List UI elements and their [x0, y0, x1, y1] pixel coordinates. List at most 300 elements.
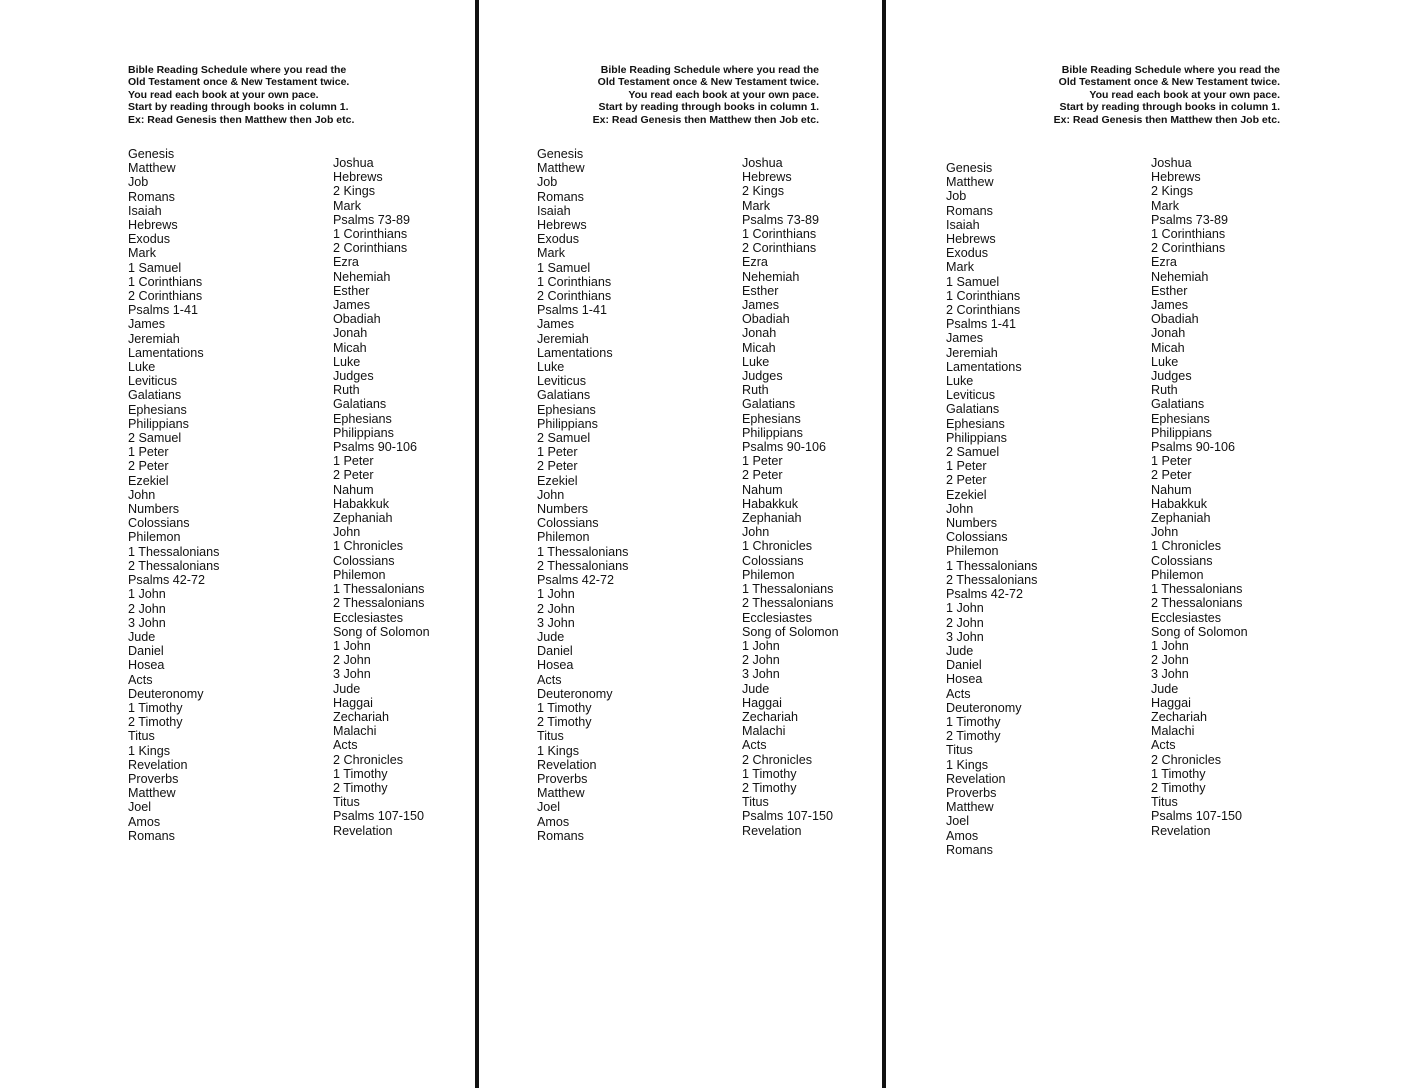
book-entry: 2 Timothy — [946, 729, 1001, 744]
book-entry: Jonah — [333, 326, 368, 341]
book-entry: James — [333, 298, 371, 313]
book-entry: 1 Corinthians — [742, 227, 817, 242]
book-entry: Philippians — [1151, 425, 1212, 440]
book-entry: Daniel — [128, 644, 164, 659]
book-entry: 2 Peter — [128, 459, 169, 474]
book-entry: Zechariah — [1151, 709, 1208, 724]
book-entry: Isaiah — [537, 203, 571, 218]
book-entry: 1 John — [742, 638, 780, 653]
book-entry: 2 Kings — [742, 184, 785, 199]
book-entry: Revelation — [1151, 823, 1211, 838]
book-entry: Galatians — [1151, 397, 1205, 412]
book-entry: Habakkuk — [1151, 496, 1208, 511]
book-entry: 2 John — [1151, 653, 1189, 668]
book-entry: Philemon — [946, 544, 999, 559]
book-entry: Psalms 42-72 — [128, 573, 205, 588]
book-entry: Jude — [537, 629, 565, 644]
book-entry: 1 Thessalonians — [537, 544, 629, 559]
book-entry: Habakkuk — [333, 496, 390, 511]
book-entry: Esther — [1151, 283, 1188, 298]
book-entry: Song of Solomon — [333, 624, 430, 639]
book-entry: Psalms 42-72 — [946, 587, 1023, 602]
book-entry: Ezekiel — [128, 473, 169, 488]
book-entry: Exodus — [946, 246, 989, 261]
book-entry: 1 John — [128, 587, 166, 602]
book-entry: Luke — [128, 360, 156, 375]
book-entry: James — [128, 317, 166, 332]
book-entry: Colossians — [946, 530, 1008, 545]
book-entry: Joshua — [333, 156, 374, 170]
book-entry: Lamentations — [537, 345, 613, 360]
book-entry: Philippians — [537, 416, 598, 431]
book-entry: Hebrews — [333, 170, 383, 185]
book-entry: 1 Corinthians — [333, 227, 408, 242]
book-entry: Haggai — [333, 695, 373, 710]
book-entry: Mark — [742, 198, 770, 213]
book-entry: Ephesians — [333, 411, 392, 426]
heading-line: Ex: Read Genesis then Matthew then Job etc. — [128, 113, 355, 126]
schedule-heading — [587, 64, 819, 126]
book-entry: Hosea — [537, 658, 574, 673]
book-entry: Job — [537, 175, 558, 190]
book-entry: 1 Thessalonians — [1151, 582, 1243, 597]
book-entry: Psalms 107-150 — [742, 809, 834, 824]
book-entry: Hebrews — [946, 232, 996, 247]
book-entry: John — [1151, 525, 1179, 540]
book-entry: 1 Peter — [333, 454, 374, 469]
book-entry: Colossians — [128, 516, 190, 531]
book-entry: Jude — [742, 681, 770, 696]
book-entry: 1 Samuel — [946, 274, 1000, 289]
book-entry: Hebrews — [742, 170, 792, 185]
book-entry: Habakkuk — [742, 496, 799, 511]
book-entry: Philemon — [1151, 567, 1204, 582]
book-entry: 2 Timothy — [742, 780, 797, 795]
book-entry: Revelation — [946, 771, 1006, 786]
book-entry: Ezra — [1151, 255, 1177, 270]
book-entry: Romans — [537, 828, 584, 843]
book-entry: 1 Peter — [537, 445, 578, 460]
book-entry: Hosea — [946, 672, 983, 687]
book-entry: Malachi — [1151, 724, 1195, 739]
book-entry: Ezra — [333, 255, 359, 270]
book-entry: Malachi — [742, 724, 786, 739]
book-entry: 2 Thessalonians — [333, 596, 425, 611]
book-entry: 1 Kings — [946, 757, 989, 772]
bookmark-panel — [0, 0, 475, 1088]
book-entry: Obadiah — [742, 312, 790, 327]
book-entry: Genesis — [537, 147, 584, 161]
book-entry: 1 Timothy — [333, 766, 388, 781]
book-entry: Romans — [128, 189, 175, 204]
book-entry: Esther — [742, 283, 779, 298]
book-entry: Nehemiah — [1151, 269, 1209, 284]
heading-line: Bible Reading Schedule where you read the — [128, 64, 347, 76]
book-entry: Galatians — [742, 397, 796, 412]
book-entry: Titus — [128, 729, 155, 744]
book-entry: Leviticus — [537, 374, 586, 389]
book-entry: Galatians — [537, 388, 591, 403]
book-entry: Exodus — [128, 232, 171, 247]
book-entry: Titus — [333, 795, 360, 810]
book-entry: 1 Thessalonians — [333, 582, 425, 597]
book-entry: Judges — [333, 369, 374, 384]
book-entry: John — [946, 501, 974, 516]
book-entry: John — [537, 487, 565, 502]
schedule-heading — [128, 64, 354, 126]
book-entry: Genesis — [128, 147, 175, 161]
book-entry: 1 Samuel — [537, 260, 591, 275]
book-entry: Psalms 90-106 — [1151, 440, 1235, 455]
book-entry: 2 Corinthians — [1151, 241, 1226, 256]
book-entry: Philippians — [333, 425, 394, 440]
book-entry: 1 Peter — [1151, 454, 1192, 469]
book-entry: Ruth — [333, 383, 360, 398]
book-entry: 3 John — [742, 667, 780, 682]
heading-line: Bible Reading Schedule where you read the — [1061, 64, 1280, 76]
book-entry: Acts — [1151, 738, 1176, 753]
book-entry: 1 Chronicles — [742, 539, 812, 554]
book-entry: 2 Samuel — [537, 431, 591, 446]
book-entry: Daniel — [537, 644, 573, 659]
book-entry: Proverbs — [128, 771, 179, 786]
heading-line: Old Testament once & New Testament twice. — [128, 76, 350, 89]
book-entry: Psalms 1-41 — [946, 317, 1016, 332]
book-entry: Luke — [946, 374, 974, 389]
book-entry: 2 Timothy — [537, 715, 592, 730]
book-entry: Deuteronomy — [128, 686, 204, 701]
book-entry: 1 Peter — [946, 459, 987, 474]
book-entry: Matthew — [128, 786, 176, 801]
book-entry: Judges — [742, 369, 783, 384]
book-entry: Revelation — [537, 757, 597, 772]
book-entry: Matthew — [946, 800, 994, 815]
book-entry: Song of Solomon — [742, 624, 839, 639]
heading-line: Old Testament once & New Testament twice. — [1058, 76, 1280, 89]
book-entry: 2 Timothy — [333, 780, 388, 795]
book-entry: Psalms 1-41 — [537, 303, 607, 318]
book-entry: James — [946, 331, 984, 346]
book-entry: James — [742, 298, 780, 313]
heading-line: You read each book at your own pace. — [1089, 88, 1280, 101]
book-entry: 2 John — [537, 601, 575, 616]
book-entry: Titus — [1151, 795, 1178, 810]
book-entry: 2 John — [333, 653, 371, 668]
book-entry: Ezekiel — [946, 487, 987, 502]
book-entry: 2 Corinthians — [128, 289, 203, 304]
book-entry: 2 Peter — [946, 473, 987, 488]
book-entry: Luke — [1151, 354, 1179, 369]
book-entry: Ephesians — [128, 402, 187, 417]
book-entry: 1 Corinthians — [1151, 227, 1226, 242]
book-entry: 2 Thessalonians — [742, 596, 834, 611]
book-entry: Joel — [537, 800, 561, 815]
book-entry: 1 Timothy — [1151, 766, 1206, 781]
book-entry: Haggai — [742, 695, 782, 710]
book-entry: 2 Kings — [333, 184, 376, 199]
book-entry: 2 Chronicles — [742, 752, 812, 767]
book-entry: Isaiah — [128, 203, 162, 218]
book-entry: Ecclesiastes — [333, 610, 403, 625]
book-entry: Deuteronomy — [946, 700, 1022, 715]
book-entry: Malachi — [333, 724, 377, 739]
book-entry: Acts — [946, 686, 971, 701]
book-entry: 3 John — [1151, 667, 1189, 682]
heading-line: Bible Reading Schedule where you read the — [600, 64, 819, 76]
book-entry: Titus — [946, 743, 973, 758]
book-list-column-1 — [946, 161, 1037, 857]
book-entry: Joel — [128, 800, 152, 815]
book-entry: Mark — [333, 198, 361, 213]
book-entry: Galatians — [946, 402, 1000, 417]
book-entry: 3 John — [128, 615, 166, 630]
book-entry: Ruth — [1151, 383, 1178, 398]
book-entry: 2 Peter — [742, 468, 783, 483]
book-entry: Philippians — [946, 430, 1007, 445]
book-list-column-2 — [1151, 156, 1248, 838]
book-entry: Genesis — [946, 161, 993, 175]
book-entry: Micah — [742, 340, 776, 355]
heading-line: Start by reading through books in column 1. — [128, 101, 349, 114]
bookmark-panel — [479, 0, 882, 1088]
book-entry: Judges — [1151, 369, 1192, 384]
book-entry: 2 John — [128, 601, 166, 616]
book-entry: Revelation — [128, 757, 188, 772]
book-entry: 1 Timothy — [946, 714, 1001, 729]
book-entry: 1 Timothy — [742, 766, 797, 781]
book-entry: Colossians — [1151, 553, 1213, 568]
book-entry: Jeremiah — [537, 331, 589, 346]
book-entry: 3 John — [946, 629, 984, 644]
book-entry: Zechariah — [742, 709, 799, 724]
book-entry: Deuteronomy — [537, 686, 613, 701]
book-entry: Matthew — [946, 175, 994, 190]
book-entry: Leviticus — [946, 388, 995, 403]
book-entry: 1 Samuel — [128, 260, 182, 275]
book-entry: Romans — [946, 842, 993, 857]
book-entry: Luke — [333, 354, 361, 369]
book-entry: Philemon — [333, 567, 386, 582]
book-entry: Psalms 107-150 — [333, 809, 425, 824]
book-entry: Luke — [742, 354, 770, 369]
book-entry: 2 John — [946, 615, 984, 630]
book-entry: Numbers — [946, 516, 998, 531]
book-entry: Hosea — [128, 658, 165, 673]
book-entry: 2 Timothy — [128, 715, 183, 730]
book-entry: 1 Timothy — [537, 700, 592, 715]
book-entry: 2 Timothy — [1151, 780, 1206, 795]
book-entry: 1 Thessalonians — [946, 558, 1038, 573]
book-entry: Acts — [742, 738, 767, 753]
book-entry: Joshua — [742, 156, 783, 170]
book-entry: Psalms 42-72 — [537, 573, 614, 588]
book-entry: 2 Corinthians — [333, 241, 408, 256]
book-entry: Psalms 73-89 — [333, 212, 410, 227]
book-entry: Mark — [128, 246, 156, 261]
schedule-heading — [1048, 64, 1280, 126]
book-entry: 1 Kings — [128, 743, 171, 758]
book-entry: 1 Chronicles — [1151, 539, 1221, 554]
book-entry: Job — [128, 175, 149, 190]
book-entry: Hebrews — [128, 218, 178, 233]
book-entry: Acts — [128, 672, 153, 687]
book-entry: Numbers — [128, 502, 180, 517]
heading-line: You read each book at your own pace. — [128, 88, 319, 101]
book-entry: Titus — [537, 729, 564, 744]
book-entry: Amos — [946, 828, 979, 843]
book-entry: Acts — [333, 738, 358, 753]
book-entry: Ecclesiastes — [1151, 610, 1221, 625]
book-entry: Colossians — [333, 553, 395, 568]
book-entry: Amos — [537, 814, 570, 829]
book-entry: Micah — [1151, 340, 1185, 355]
book-list-column-1 — [537, 147, 628, 843]
book-entry: 1 Peter — [742, 454, 783, 469]
book-entry: 1 Timothy — [128, 700, 183, 715]
book-entry: Mark — [946, 260, 974, 275]
book-entry: 2 Peter — [1151, 468, 1192, 483]
book-entry: Philemon — [537, 530, 590, 545]
book-list-column-2 — [742, 156, 839, 838]
book-entry: Song of Solomon — [1151, 624, 1248, 639]
book-entry: 1 John — [1151, 638, 1189, 653]
book-entry: Galatians — [333, 397, 387, 412]
book-entry: Romans — [128, 828, 175, 843]
book-entry: Daniel — [946, 658, 982, 673]
book-entry: Jonah — [742, 326, 777, 341]
book-entry: 2 Samuel — [946, 445, 1000, 460]
book-entry: 1 Thessalonians — [742, 582, 834, 597]
book-entry: Nehemiah — [742, 269, 800, 284]
book-entry: Zechariah — [333, 709, 390, 724]
book-entry: 1 Corinthians — [537, 274, 612, 289]
book-entry: Lamentations — [128, 345, 204, 360]
book-entry: Psalms 73-89 — [742, 212, 819, 227]
book-entry: Esther — [333, 283, 370, 298]
book-entry: Revelation — [742, 823, 802, 838]
book-entry: Matthew — [537, 786, 585, 801]
book-entry: Acts — [537, 672, 562, 687]
book-entry: John — [333, 525, 361, 540]
book-entry: Nehemiah — [333, 269, 391, 284]
book-entry: 1 John — [333, 638, 371, 653]
book-entry: 1 John — [537, 587, 575, 602]
book-entry: Psalms 90-106 — [742, 440, 826, 455]
book-entry: Ephesians — [742, 411, 801, 426]
book-entry: Jude — [1151, 681, 1179, 696]
book-entry: Zephaniah — [1151, 511, 1211, 526]
book-entry: Exodus — [537, 232, 580, 247]
heading-line: Start by reading through books in column 1. — [1059, 101, 1280, 114]
book-entry: Hebrews — [1151, 170, 1201, 185]
book-entry: Jude — [333, 681, 361, 696]
book-entry: Ephesians — [1151, 411, 1210, 426]
heading-line: You read each book at your own pace. — [628, 88, 819, 101]
book-entry: Amos — [128, 814, 161, 829]
book-list-column-1 — [128, 147, 219, 843]
book-entry: Romans — [946, 203, 993, 218]
book-entry: Haggai — [1151, 695, 1191, 710]
book-entry: Ezekiel — [537, 473, 578, 488]
book-entry: Jude — [946, 643, 974, 658]
book-entry: Ezra — [742, 255, 768, 270]
book-entry: 2 Kings — [1151, 184, 1194, 199]
book-entry: Revelation — [333, 823, 393, 838]
book-entry: Nahum — [1151, 482, 1192, 497]
book-entry: Matthew — [128, 161, 176, 176]
book-entry: Joel — [946, 814, 970, 829]
book-entry: Zephaniah — [742, 511, 802, 526]
book-entry: 2 Corinthians — [537, 289, 612, 304]
book-entry: Leviticus — [128, 374, 177, 389]
book-entry: Psalms 1-41 — [128, 303, 198, 318]
book-entry: 1 John — [946, 601, 984, 616]
book-entry: Matthew — [537, 161, 585, 176]
book-entry: Joshua — [1151, 156, 1192, 170]
book-entry: 1 Corinthians — [946, 288, 1021, 303]
book-entry: Philippians — [742, 425, 803, 440]
bookmark-panel — [886, 0, 1408, 1088]
book-entry: Galatians — [128, 388, 182, 403]
book-entry: Ephesians — [946, 416, 1005, 431]
book-entry: 2 John — [742, 653, 780, 668]
book-entry: Nahum — [742, 482, 783, 497]
book-entry: 2 Samuel — [128, 431, 182, 446]
book-entry: James — [1151, 298, 1189, 313]
book-entry: 1 Kings — [537, 743, 580, 758]
book-entry: Mark — [537, 246, 565, 261]
book-entry: Ephesians — [537, 402, 596, 417]
book-entry: Proverbs — [537, 771, 588, 786]
book-entry: 2 Peter — [333, 468, 374, 483]
book-entry: Jeremiah — [128, 331, 180, 346]
book-entry: Isaiah — [946, 217, 980, 232]
heading-line: Start by reading through books in column 1. — [598, 101, 819, 114]
book-entry: Nahum — [333, 482, 374, 497]
book-entry: Luke — [537, 360, 565, 375]
heading-line: Ex: Read Genesis then Matthew then Job etc. — [1053, 113, 1280, 126]
book-entry: Micah — [333, 340, 367, 355]
book-entry: Hebrews — [537, 218, 587, 233]
book-entry: 2 Peter — [537, 459, 578, 474]
book-entry: 3 John — [537, 615, 575, 630]
book-entry: Job — [946, 189, 967, 204]
book-entry: Titus — [742, 795, 769, 810]
book-entry: Colossians — [537, 516, 599, 531]
book-entry: Philemon — [128, 530, 181, 545]
book-entry: Ruth — [742, 383, 769, 398]
book-entry: 1 Peter — [128, 445, 169, 460]
book-entry: Colossians — [742, 553, 804, 568]
book-entry: 2 Corinthians — [742, 241, 817, 256]
book-entry: Proverbs — [946, 785, 997, 800]
book-entry: 2 Thessalonians — [1151, 596, 1243, 611]
book-entry: Psalms 107-150 — [1151, 809, 1243, 824]
book-entry: Mark — [1151, 198, 1179, 213]
book-entry: 1 Corinthians — [128, 274, 203, 289]
book-entry: John — [128, 487, 156, 502]
book-entry: Psalms 73-89 — [1151, 212, 1228, 227]
book-entry: Psalms 90-106 — [333, 440, 417, 455]
book-entry: 2 Chronicles — [1151, 752, 1221, 767]
book-entry: Philemon — [742, 567, 795, 582]
book-entry: 1 Chronicles — [333, 539, 403, 554]
book-entry: Jonah — [1151, 326, 1186, 341]
book-entry: 3 John — [333, 667, 371, 682]
book-entry: Obadiah — [1151, 312, 1199, 327]
book-entry: Jeremiah — [946, 345, 998, 360]
book-entry: 2 Chronicles — [333, 752, 403, 767]
